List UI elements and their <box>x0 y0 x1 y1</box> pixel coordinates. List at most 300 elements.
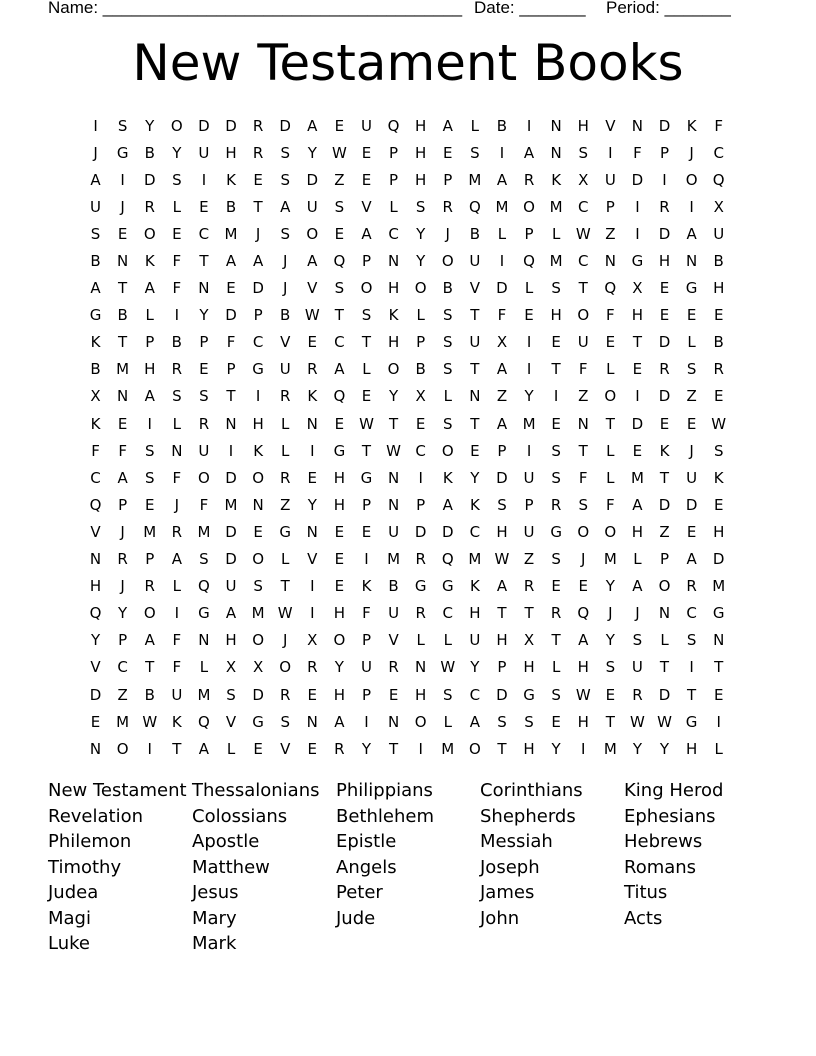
grid-cell[interactable]: D <box>89 685 102 704</box>
grid-cell[interactable]: U <box>198 143 210 162</box>
grid-cell[interactable]: R <box>279 387 291 406</box>
grid-cell[interactable]: N <box>117 387 129 406</box>
grid-cell[interactable]: I <box>526 333 532 352</box>
grid-cell[interactable]: D <box>441 522 454 541</box>
grid-cell[interactable]: K <box>144 252 155 271</box>
grid-cell[interactable]: Y <box>524 387 534 406</box>
grid-cell[interactable]: A <box>632 577 643 596</box>
grid-cell[interactable]: L <box>687 333 696 352</box>
grid-cell[interactable]: C <box>713 143 724 162</box>
grid-cell[interactable]: D <box>225 522 237 541</box>
grid-cell[interactable]: L <box>199 658 209 677</box>
grid-cell[interactable]: L <box>172 197 181 216</box>
grid-cell[interactable]: D <box>414 522 427 541</box>
grid-cell[interactable]: H <box>685 739 698 758</box>
grid-cell[interactable]: L <box>145 306 154 325</box>
grid-cell[interactable]: L <box>606 468 615 487</box>
grid-cell[interactable]: D <box>252 685 264 704</box>
grid-cell[interactable]: E <box>253 170 263 189</box>
grid-cell[interactable]: U <box>577 333 589 352</box>
grid-cell[interactable]: U <box>360 116 372 135</box>
grid-cell[interactable]: S <box>199 550 209 569</box>
grid-cell[interactable]: R <box>523 170 535 189</box>
grid-cell[interactable]: W <box>575 224 591 243</box>
grid-cell[interactable]: H <box>89 577 102 596</box>
grid-cell[interactable]: I <box>526 441 532 460</box>
grid-cell[interactable]: A <box>442 495 453 514</box>
grid-cell[interactable]: Q <box>198 712 210 731</box>
grid-cell[interactable]: P <box>199 333 209 352</box>
grid-cell[interactable]: Z <box>117 685 128 704</box>
grid-cell[interactable]: S <box>280 170 290 189</box>
grid-cell[interactable]: T <box>470 414 480 433</box>
grid-cell[interactable]: F <box>606 495 615 514</box>
grid-cell[interactable]: G <box>631 252 644 271</box>
grid-cell[interactable]: G <box>252 712 264 731</box>
grid-cell[interactable]: R <box>252 116 264 135</box>
grid-cell[interactable]: X <box>252 658 264 677</box>
grid-cell[interactable]: Y <box>334 658 344 677</box>
grid-cell[interactable]: S <box>280 224 290 243</box>
grid-cell[interactable]: J <box>120 197 125 216</box>
grid-cell[interactable]: N <box>550 143 562 162</box>
grid-cell[interactable]: Y <box>145 116 155 135</box>
grid-cell[interactable]: F <box>118 441 127 460</box>
grid-cell[interactable]: N <box>387 712 400 731</box>
grid-cell[interactable]: V <box>90 522 101 541</box>
grid-cell[interactable]: A <box>144 387 155 406</box>
grid-cell[interactable]: D <box>658 685 671 704</box>
grid-cell[interactable]: R <box>632 685 643 704</box>
grid-cell[interactable]: A <box>686 550 697 569</box>
grid-cell[interactable]: X <box>578 170 589 189</box>
grid-cell[interactable]: L <box>281 414 290 433</box>
grid-cell[interactable]: N <box>306 522 318 541</box>
grid-cell[interactable]: U <box>388 522 400 541</box>
grid-cell[interactable]: F <box>172 252 182 271</box>
grid-cell[interactable]: R <box>198 414 210 433</box>
grid-cell[interactable]: S <box>632 631 643 650</box>
grid-cell[interactable]: O <box>577 522 590 541</box>
grid-cell[interactable]: Z <box>605 224 616 243</box>
grid-cell[interactable]: N <box>306 712 318 731</box>
grid-cell[interactable]: K <box>307 387 318 406</box>
grid-cell[interactable]: G <box>712 604 725 623</box>
grid-cell[interactable]: S <box>144 441 155 460</box>
grid-cell[interactable]: M <box>387 550 401 569</box>
grid-cell[interactable]: R <box>415 604 426 623</box>
grid-cell[interactable]: Q <box>333 252 346 271</box>
grid-cell[interactable]: R <box>442 197 453 216</box>
grid-cell[interactable]: S <box>443 306 453 325</box>
grid-cell[interactable]: E <box>713 306 724 325</box>
grid-cell[interactable]: M <box>630 468 644 487</box>
grid-cell[interactable]: E <box>334 116 345 135</box>
grid-cell[interactable]: S <box>443 685 453 704</box>
grid-cell[interactable]: S <box>686 631 697 650</box>
grid-cell[interactable]: G <box>685 279 698 298</box>
grid-cell[interactable]: N <box>550 116 562 135</box>
grid-cell[interactable]: I <box>689 658 694 677</box>
grid-cell[interactable]: E <box>307 739 318 758</box>
grid-cell[interactable]: Q <box>89 495 102 514</box>
grid-cell[interactable]: M <box>468 170 482 189</box>
grid-cell[interactable]: S <box>172 387 182 406</box>
grid-cell[interactable]: Z <box>280 495 291 514</box>
grid-cell[interactable]: E <box>361 143 372 162</box>
grid-cell[interactable]: D <box>143 170 156 189</box>
grid-cell[interactable]: R <box>334 739 345 758</box>
grid-cell[interactable]: S <box>497 712 507 731</box>
grid-cell[interactable]: U <box>198 441 210 460</box>
grid-cell[interactable]: K <box>659 441 670 460</box>
grid-cell[interactable]: W <box>331 143 347 162</box>
grid-cell[interactable]: Y <box>118 604 128 623</box>
grid-cell[interactable]: I <box>526 360 532 379</box>
grid-cell[interactable]: T <box>497 604 507 623</box>
grid-cell[interactable]: M <box>197 685 211 704</box>
grid-cell[interactable]: D <box>496 468 508 487</box>
grid-cell[interactable]: R <box>279 468 291 487</box>
grid-cell[interactable]: Z <box>686 387 697 406</box>
grid-cell[interactable]: A <box>252 252 264 271</box>
grid-cell[interactable]: I <box>364 712 369 731</box>
grid-cell[interactable]: D <box>658 387 671 406</box>
grid-cell[interactable]: M <box>224 495 238 514</box>
grid-cell[interactable]: S <box>497 495 507 514</box>
grid-cell[interactable]: T <box>578 441 588 460</box>
grid-cell[interactable]: T <box>605 414 615 433</box>
grid-cell[interactable]: D <box>631 414 644 433</box>
grid-cell[interactable]: P <box>497 441 507 460</box>
grid-cell[interactable]: D <box>712 550 725 569</box>
grid-cell[interactable]: H <box>713 522 725 541</box>
grid-cell[interactable]: T <box>578 279 588 298</box>
grid-cell[interactable]: N <box>252 495 264 514</box>
grid-cell[interactable]: B <box>496 116 508 135</box>
grid-cell[interactable]: E <box>307 333 318 352</box>
grid-cell[interactable]: E <box>253 522 263 541</box>
grid-cell[interactable]: I <box>418 739 423 758</box>
grid-cell[interactable]: Q <box>604 279 617 298</box>
grid-cell[interactable]: E <box>307 685 318 704</box>
grid-cell[interactable]: C <box>577 197 589 216</box>
grid-cell[interactable]: V <box>280 739 291 758</box>
grid-cell[interactable]: V <box>90 658 101 677</box>
grid-cell[interactable]: G <box>89 306 102 325</box>
grid-cell[interactable]: T <box>226 387 236 406</box>
grid-cell[interactable]: X <box>496 333 508 352</box>
grid-cell[interactable]: D <box>685 495 698 514</box>
grid-cell[interactable]: O <box>333 631 346 650</box>
grid-cell[interactable]: U <box>388 604 400 623</box>
grid-cell[interactable]: Y <box>90 631 101 650</box>
grid-cell[interactable]: A <box>496 170 508 189</box>
grid-cell[interactable]: O <box>685 170 698 189</box>
grid-cell[interactable]: X <box>90 387 101 406</box>
grid-cell[interactable]: Q <box>523 252 535 271</box>
grid-cell[interactable]: B <box>388 577 399 596</box>
grid-cell[interactable]: J <box>689 143 694 162</box>
grid-cell[interactable]: G <box>360 468 373 487</box>
grid-cell[interactable]: O <box>414 279 427 298</box>
grid-cell[interactable]: B <box>144 143 155 162</box>
grid-cell[interactable]: P <box>524 495 534 514</box>
grid-cell[interactable]: S <box>524 712 534 731</box>
grid-cell[interactable]: O <box>252 631 265 650</box>
grid-cell[interactable]: S <box>713 441 724 460</box>
grid-cell[interactable]: E <box>632 360 643 379</box>
grid-cell[interactable]: S <box>551 279 561 298</box>
grid-cell[interactable]: U <box>713 224 725 243</box>
grid-cell[interactable]: G <box>198 604 210 623</box>
grid-cell[interactable]: G <box>414 577 427 596</box>
grid-cell[interactable]: K <box>388 306 399 325</box>
grid-cell[interactable]: A <box>361 224 372 243</box>
grid-cell[interactable]: T <box>361 441 372 460</box>
grid-cell[interactable]: I <box>364 550 369 569</box>
grid-cell[interactable]: O <box>279 658 292 677</box>
grid-cell[interactable]: J <box>174 495 180 514</box>
grid-cell[interactable]: U <box>225 577 237 596</box>
grid-cell[interactable]: C <box>117 658 128 677</box>
grid-cell[interactable]: K <box>713 468 724 487</box>
grid-cell[interactable]: C <box>334 333 345 352</box>
grid-cell[interactable]: E <box>551 414 561 433</box>
grid-cell[interactable]: E <box>199 197 209 216</box>
grid-cell[interactable]: O <box>604 387 617 406</box>
grid-cell[interactable]: I <box>255 387 261 406</box>
grid-cell[interactable]: Z <box>523 550 535 569</box>
grid-cell[interactable]: O <box>252 468 265 487</box>
grid-cell[interactable]: R <box>144 197 155 216</box>
grid-cell[interactable]: V <box>388 631 399 650</box>
grid-cell[interactable]: Y <box>470 658 480 677</box>
grid-cell[interactable]: N <box>171 441 183 460</box>
grid-cell[interactable]: U <box>523 522 535 541</box>
grid-cell[interactable]: P <box>253 306 263 325</box>
grid-cell[interactable]: I <box>147 414 152 433</box>
grid-cell[interactable]: L <box>389 197 398 216</box>
grid-cell[interactable]: U <box>360 658 372 677</box>
grid-cell[interactable]: L <box>362 360 371 379</box>
grid-cell[interactable]: Y <box>416 224 426 243</box>
grid-cell[interactable]: J <box>282 279 288 298</box>
grid-cell[interactable]: H <box>713 279 725 298</box>
grid-cell[interactable]: M <box>197 522 211 541</box>
grid-cell[interactable]: P <box>361 631 371 650</box>
grid-cell[interactable]: T <box>361 333 372 352</box>
grid-cell[interactable]: Y <box>199 306 209 325</box>
grid-cell[interactable]: R <box>388 658 399 677</box>
grid-cell[interactable]: T <box>551 631 561 650</box>
grid-cell[interactable]: E <box>253 739 263 758</box>
grid-cell[interactable]: N <box>89 550 102 569</box>
grid-cell[interactable]: O <box>577 306 590 325</box>
grid-cell[interactable]: S <box>334 197 345 216</box>
grid-cell[interactable]: P <box>389 143 399 162</box>
grid-cell[interactable]: E <box>334 414 345 433</box>
grid-cell[interactable]: I <box>499 252 505 271</box>
grid-cell[interactable]: P <box>118 631 128 650</box>
grid-cell[interactable]: K <box>551 170 562 189</box>
grid-cell[interactable]: L <box>443 631 452 650</box>
grid-cell[interactable]: E <box>172 224 182 243</box>
grid-cell[interactable]: I <box>581 739 586 758</box>
grid-cell[interactable]: O <box>468 739 481 758</box>
grid-cell[interactable]: H <box>387 333 400 352</box>
grid-cell[interactable]: M <box>441 739 455 758</box>
grid-cell[interactable]: W <box>711 414 727 433</box>
grid-cell[interactable]: S <box>226 685 236 704</box>
grid-cell[interactable]: P <box>361 495 371 514</box>
grid-cell[interactable]: K <box>90 333 101 352</box>
grid-cell[interactable]: Q <box>577 604 590 623</box>
grid-cell[interactable]: O <box>387 360 400 379</box>
grid-cell[interactable]: D <box>225 550 237 569</box>
grid-cell[interactable]: K <box>361 577 372 596</box>
grid-cell[interactable]: L <box>714 739 723 758</box>
grid-cell[interactable]: J <box>93 143 98 162</box>
grid-cell[interactable]: N <box>604 252 616 271</box>
grid-cell[interactable]: L <box>281 441 290 460</box>
grid-cell[interactable]: N <box>225 414 237 433</box>
grid-cell[interactable]: S <box>172 170 182 189</box>
grid-cell[interactable]: L <box>660 631 669 650</box>
grid-cell[interactable]: R <box>171 360 183 379</box>
grid-cell[interactable]: E <box>551 712 561 731</box>
grid-cell[interactable]: E <box>117 414 128 433</box>
grid-cell[interactable]: D <box>631 170 644 189</box>
grid-cell[interactable]: A <box>469 712 480 731</box>
period-field[interactable]: Period: _______ <box>606 0 731 17</box>
grid-cell[interactable]: A <box>523 143 535 162</box>
grid-cell[interactable]: H <box>387 279 400 298</box>
grid-cell[interactable]: E <box>605 333 616 352</box>
grid-cell[interactable]: L <box>606 441 615 460</box>
grid-cell[interactable]: P <box>524 224 534 243</box>
grid-cell[interactable]: J <box>282 631 288 650</box>
grid-cell[interactable]: L <box>524 279 534 298</box>
grid-cell[interactable]: I <box>147 739 152 758</box>
grid-cell[interactable]: Y <box>307 143 317 162</box>
grid-cell[interactable]: V <box>469 279 480 298</box>
grid-cell[interactable]: E <box>659 414 670 433</box>
grid-cell[interactable]: B <box>713 252 724 271</box>
grid-cell[interactable]: M <box>224 224 238 243</box>
grid-cell[interactable]: E <box>605 685 616 704</box>
grid-cell[interactable]: H <box>496 631 508 650</box>
grid-cell[interactable]: F <box>91 441 100 460</box>
grid-cell[interactable]: D <box>658 116 671 135</box>
grid-cell[interactable]: I <box>716 712 721 731</box>
grid-cell[interactable]: Q <box>441 550 454 569</box>
grid-cell[interactable]: T <box>632 333 642 352</box>
grid-cell[interactable]: E <box>551 333 561 352</box>
grid-cell[interactable]: N <box>387 252 400 271</box>
grid-cell[interactable]: P <box>497 658 507 677</box>
grid-cell[interactable]: M <box>116 360 130 379</box>
grid-cell[interactable]: S <box>253 577 263 596</box>
grid-cell[interactable]: R <box>252 143 264 162</box>
grid-cell[interactable]: T <box>145 658 155 677</box>
grid-cell[interactable]: O <box>170 116 183 135</box>
grid-cell[interactable]: C <box>469 685 481 704</box>
grid-cell[interactable]: W <box>657 712 672 731</box>
grid-cell[interactable]: D <box>225 116 237 135</box>
grid-cell[interactable]: O <box>252 550 265 569</box>
grid-cell[interactable]: R <box>550 495 562 514</box>
grid-cell[interactable]: O <box>360 279 373 298</box>
grid-cell[interactable]: E <box>388 685 399 704</box>
grid-cell[interactable]: A <box>442 116 453 135</box>
grid-cell[interactable]: I <box>662 170 667 189</box>
grid-cell[interactable]: Y <box>551 739 561 758</box>
grid-cell[interactable]: V <box>605 116 616 135</box>
grid-cell[interactable]: E <box>686 522 697 541</box>
grid-cell[interactable]: E <box>551 577 561 596</box>
grid-cell[interactable]: X <box>307 631 318 650</box>
grid-cell[interactable]: U <box>469 631 481 650</box>
grid-cell[interactable]: G <box>333 441 346 460</box>
grid-cell[interactable]: J <box>689 441 694 460</box>
grid-cell[interactable]: S <box>578 143 588 162</box>
grid-cell[interactable]: S <box>551 550 561 569</box>
grid-cell[interactable]: H <box>415 116 427 135</box>
grid-cell[interactable]: R <box>415 550 426 569</box>
grid-cell[interactable]: X <box>632 279 643 298</box>
grid-cell[interactable]: T <box>470 360 480 379</box>
grid-cell[interactable]: S <box>686 360 697 379</box>
grid-cell[interactable]: T <box>524 604 534 623</box>
grid-cell[interactable]: D <box>658 495 671 514</box>
grid-cell[interactable]: H <box>550 306 562 325</box>
grid-cell[interactable]: T <box>605 712 615 731</box>
grid-cell[interactable]: K <box>171 712 182 731</box>
grid-cell[interactable]: E <box>361 170 372 189</box>
grid-cell[interactable]: S <box>280 712 290 731</box>
grid-cell[interactable]: T <box>199 252 209 271</box>
grid-cell[interactable]: C <box>198 224 210 243</box>
grid-cell[interactable]: W <box>142 712 158 731</box>
grid-cell[interactable]: X <box>225 658 237 677</box>
grid-cell[interactable]: L <box>470 116 480 135</box>
grid-cell[interactable]: M <box>603 550 617 569</box>
grid-cell[interactable]: E <box>443 143 453 162</box>
grid-cell[interactable]: S <box>551 685 561 704</box>
grid-cell[interactable]: O <box>198 468 210 487</box>
grid-cell[interactable]: B <box>469 224 480 243</box>
grid-cell[interactable]: E <box>334 522 345 541</box>
grid-cell[interactable]: D <box>306 170 319 189</box>
grid-cell[interactable]: S <box>90 224 101 243</box>
grid-cell[interactable]: H <box>658 252 671 271</box>
grid-cell[interactable]: H <box>415 143 427 162</box>
grid-cell[interactable]: E <box>90 712 101 731</box>
grid-cell[interactable]: F <box>633 143 642 162</box>
grid-cell[interactable]: D <box>279 116 291 135</box>
grid-cell[interactable]: I <box>310 441 315 460</box>
grid-cell[interactable]: Y <box>632 739 642 758</box>
grid-cell[interactable]: F <box>172 631 182 650</box>
grid-cell[interactable]: V <box>361 197 372 216</box>
grid-cell[interactable]: R <box>550 604 562 623</box>
grid-cell[interactable]: H <box>496 522 508 541</box>
grid-cell[interactable]: B <box>144 685 155 704</box>
grid-cell[interactable]: Y <box>605 577 615 596</box>
grid-cell[interactable]: H <box>333 468 346 487</box>
grid-cell[interactable]: W <box>386 441 401 460</box>
